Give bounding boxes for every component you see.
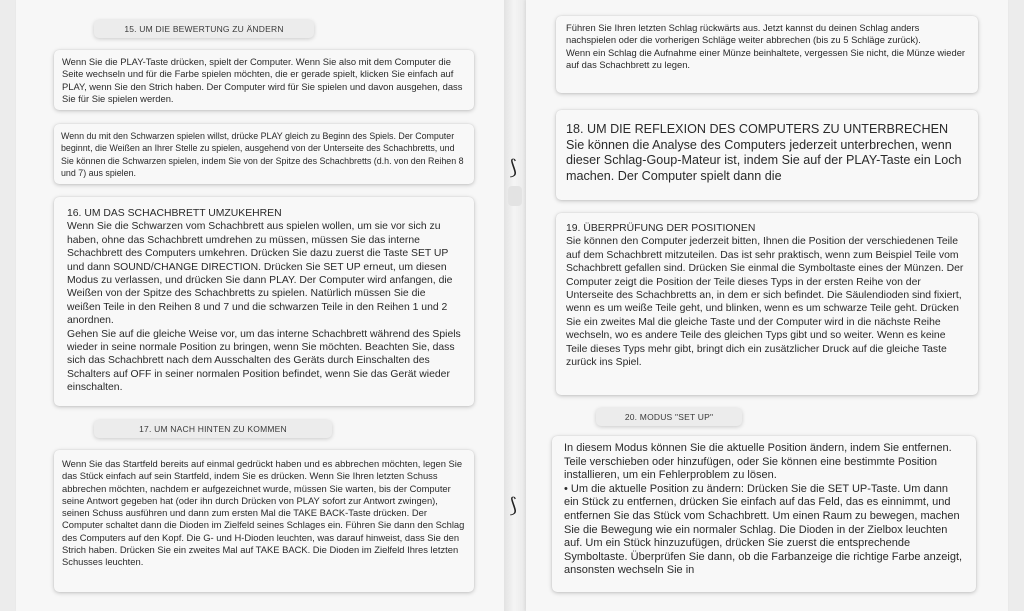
section-17-text: Wenn Sie das Startfeld bereits auf einmal gedrückt haben und es abbrechen möchten, legen Sie das Stück einfach auf sein Startfeld, indem Sie es drücken. Wenn Sie Ihren letzten Schuss abbrechen möchten, nachdem er aufgezeichnet wurde, müssen Sie warten, bis der Computer seine Antwort gegeben hat (oder ihn durch Drücken von PLAY sofort zur Antwort zwingen), seinen Schuss ausführen und dann zum ersten Mal die TAKE BACK-Taste drücken. Der Computer schaltet dann die Dioden im Zielfeld seines Schlages ein. Führen Sie dann den Schlag des Computers auf den Kopf. Die G- und H-Dioden leuchten, was darauf hinweist, dass Sie den Strich haben. Drücken Sie ein zweites Mal auf TAKE BACK. Die Dioden im Zielfeld Ihres letzten Schusses leuchten. xyxy=(62,458,465,568)
section-18-heading: 18. UM DIE REFLEXION DES COMPUTERS ZU UNTERBRECHEN xyxy=(566,122,949,136)
section-20-heading: 20. MODUS "SET UP" xyxy=(596,408,742,426)
margin-bracket-mark-bottom: ⟆ xyxy=(509,493,517,517)
section-19-heading: 19. ÜBERPRÜFUNG DER POSITIONEN xyxy=(566,223,756,234)
section-16-text-1: Wenn Sie die Schwarzen vom Schachbrett aus spielen wollen, um sie vor sich zu haben, ohne das Schachbrett umdrehen zu müssen, müssen Sie das interne Schachbrett des Computers umkehren. Drücken Sie dazu zuerst die Taste SET UP und dann SOUND/CHANGE DIRECTION. Drücken Sie SET UP erneut, um diesen Modus zu verlassen, und drücken Sie dann PLAY. Der Computer wird anfangen, die Weißen von der Spitze des Schachbretts zu spielen. Natürlich müssen Sie die weißen Teile in den Reihen 8 und 7 und die schwarzen Teile in den Reihen 1 und 2 anordnen. xyxy=(67,221,453,327)
section-16-text-2: Gehen Sie auf die gleiche Weise vor, um das interne Schachbrett während des Spiels wieder in seine normale Position zu bringen, wenn Sie möchten. Beachten Sie, dass sich das Schachbrett nach dem Ausschalten des Geräts durch Einschalten des Schalters auf OFF in seiner normalen Position befindet, wenn Sie das Gerät wieder einschalten. xyxy=(67,328,461,394)
margin-bracket-mark-top: ⟆ xyxy=(509,155,517,179)
section-20-text-1: In diesem Modus können Sie die aktuelle Position ändern, indem Sie entfernen. Teile verschieben oder hinzufügen, oder Sie können eine bestimmte Position installieren, um ein Fehlerproblem zu lösen. xyxy=(564,442,952,482)
section-17-heading: 17. UM NACH HINTEN ZU KOMMEN xyxy=(94,420,332,438)
section-19-card xyxy=(556,213,978,395)
section-17-continued-text-1: Führen Sie Ihren letzten Schlag rückwärts aus. Jetzt kannst du deinen Schlag anders nachspielen oder die vorherigen Schläge weiter abbrechen (bis zu 5 Schläge zurück). xyxy=(566,22,921,46)
section-20-text-2: • Um die aktuelle Position zu ändern: Drücken Sie die SET UP-Taste. Um dann ein Stück zu entfernen, drücken Sie einfach auf das Feld, das es einnimmt, und entfernen Sie das Stück vom Schachbrett. Um einen Raum zu bewegen, machen Sie die Bewegung wie ein normaler Schlag. Die Dioden in der Zielbox leuchten auf. Um ein Stück hinzuzufügen, drücken Sie zuerst die entsprechende Symboltaste. Überprüfen Sie dann, ob die Farbanzeige die richtige Farbe anzeigt, ansonsten wechseln Sie in xyxy=(564,482,963,577)
section-15-card-1 xyxy=(54,50,474,110)
section-15-heading: 15. UM DIE BEWERTUNG ZU ÄNDERN xyxy=(94,20,314,38)
section-17-continued-card xyxy=(556,16,978,93)
section-16-card xyxy=(54,197,474,406)
section-16-heading: 16. UM DAS SCHACHBRETT UMZUKEHREN xyxy=(67,208,282,219)
section-18-card xyxy=(556,110,978,200)
section-18-text: Sie können die Analyse des Computers jederzeit unterbrechen, wenn dieser Schlag-Goup-Mateur ist, indem Sie auf der PLAY-Taste ein Loch machen. Der Computer spielt dann die xyxy=(566,137,962,183)
section-15-text-2: Wenn du mit den Schwarzen spielen willst, drücke PLAY gleich zu Beginn des Spiels. Der Computer beginnt, die Weißen an Ihrer Stelle zu spielen, ausgehend von der Unterseite des Schachbretts, und Sie können die Schwarzen spielen, indem Sie von der Spitze des Schachbretts (d.h. von den Reihen 8 und 7) aus spielen. xyxy=(61,131,464,178)
section-17-continued-text-2: Wenn ein Schlag die Aufnahme einer Münze beinhaltete, vergessen Sie nicht, die Münze wieder auf das Schachbrett zu legen. xyxy=(566,46,966,70)
section-17-card xyxy=(54,450,474,592)
section-19-text: Sie können den Computer jederzeit bitten, Ihnen die Position der verschiedenen Teile auf dem Schachbrett mitzuteilen. Das ist sehr praktisch, wenn zum Beispiel Teile vom Schachbrett gefallen sind. Drücken Sie einmal die Symboltaste eines der Münzen. Der Computer zeigt die Position der Teile dieses Typs in der ersten Reihe von der Unterseite des Schachbretts an, in dem er sich befindet. Die Säulendioden sind fixiert, wenn es um weiße Teile geht, und blinken, wenn es um schwarze Teile geht. Drücken Sie ein zweites Mal die gleiche Taste und der Computer wird in die nächste Reihe wechseln, wo es andere Teile des gleichen Typs gibt und so weiter. Wenn es keine Teile dieses Typs mehr gibt, bringt dich ein zusätzlicher Druck auf die gleiche Taste zurück ins Spiel. xyxy=(566,236,964,369)
section-20-card xyxy=(552,436,976,592)
section-15-card-2 xyxy=(54,124,474,184)
book-gutter xyxy=(504,0,526,611)
section-15-text-1: Wenn Sie die PLAY-Taste drücken, spielt der Computer. Wenn Sie also mit dem Computer die Seite wechseln und für die Farbe spielen möchten, die er gerade spielt, klicken Sie einfach auf PLAY, wenn Sie den Strich haben. Der Computer wird für Sie spielen und davon ausgehen, dass Sie für Sie spielen werden. xyxy=(62,56,463,104)
binding-clip xyxy=(508,186,522,206)
